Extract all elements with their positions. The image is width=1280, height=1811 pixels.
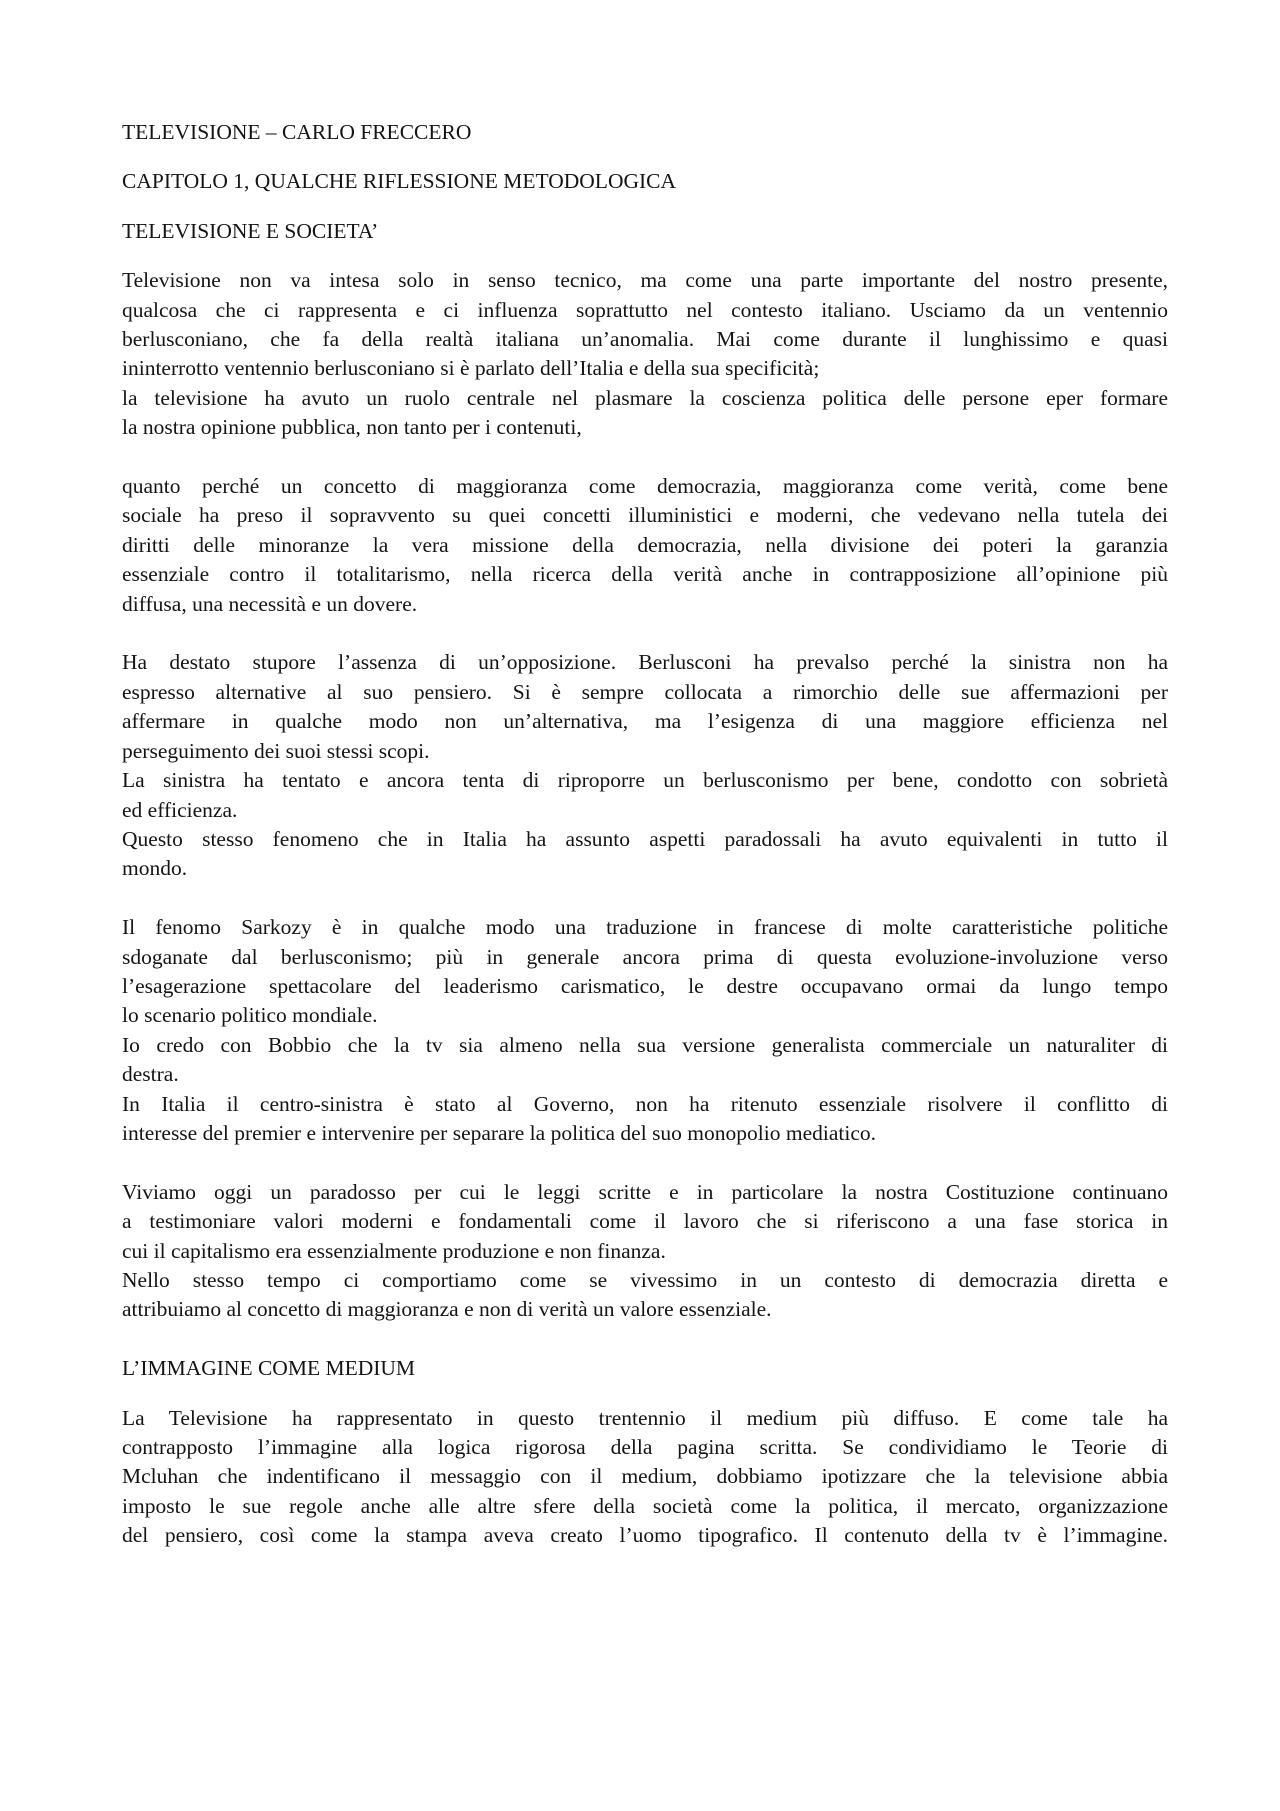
text-line: Il fenomo Sarkozy è in qualche modo una traduzione in francese di molte caratteristiche politiche xyxy=(122,915,1168,940)
text-line: imposto le sue regole anche alle altre sfere della società come la politica, il mercato, organizzazione xyxy=(122,1493,1168,1518)
text-line: destra. xyxy=(122,1062,179,1087)
paragraph xyxy=(122,1404,1168,1551)
paragraph xyxy=(122,1178,1168,1325)
text-line: diritti delle minoranze la vera missione della democrazia, nella divisione dei poteri la garanzia xyxy=(122,532,1168,557)
text-line: contrapposto l’immagine alla logica rigorosa della pagina scritta. Se condividiamo le Teorie di xyxy=(122,1434,1168,1459)
text-line: In Italia il centro-sinistra è stato al Governo, non ha ritenuto essenziale risolvere il conflitto di xyxy=(122,1091,1168,1116)
text-line: lo scenario politico mondiale. xyxy=(122,1003,378,1028)
text-line: Nello stesso tempo ci comportiamo come se vivessimo in un contesto di democrazia diretta e xyxy=(122,1267,1168,1292)
text-line: la televisione ha avuto un ruolo centrale nel plasmare la coscienza politica delle persone eper formare xyxy=(122,385,1168,410)
text-line: mondo. xyxy=(122,856,188,881)
text-line: Viviamo oggi un paradosso per cui le leggi scritte e in particolare la nostra Costituzione continuano xyxy=(122,1179,1168,1204)
text-line: Mcluhan che indentificano il messaggio con il medium, dobbiamo ipotizzare che la televisione abbia xyxy=(122,1464,1168,1489)
paragraph xyxy=(122,472,1168,619)
section-heading-immagine-come-medium: L’IMMAGINE COME MEDIUM xyxy=(122,1356,416,1381)
text-line: quanto perché un concetto di maggioranza come democrazia, maggioranza come verità, come bene xyxy=(122,474,1168,499)
text-line: attribuiamo al concetto di maggioranza e non di verità un valore essenziale. xyxy=(122,1297,772,1322)
text-line: espresso alternative al suo pensiero. Si è sempre collocata a rimorchio delle sue affermazioni per xyxy=(122,679,1168,704)
text-line: interesse del premier e intervenire per separare la politica del suo monopolio mediatico. xyxy=(122,1120,877,1145)
text-line: l’esagerazione spettacolare del leaderismo carismatico, le destre occupavano ormai da lungo tempo xyxy=(122,973,1168,998)
text-line: affermare in qualche modo non un’alternativa, ma l’esigenza di una maggiore efficienza nel xyxy=(122,709,1168,734)
text-line: sociale ha preso il sopravvento su quei concetti illuministici e moderni, che vedevano nella tutela dei xyxy=(122,503,1168,528)
chapter-heading: CAPITOLO 1, QUALCHE RIFLESSIONE METODOLOGICA xyxy=(122,169,677,194)
text-line: perseguimento dei suoi stessi scopi. xyxy=(122,738,430,763)
text-line: del pensiero, così come la stampa aveva creato l’uomo tipografico. Il contenuto della tv è l’immagine. xyxy=(122,1523,1168,1548)
text-line: Questo stesso fenomeno che in Italia ha assunto aspetti paradossali ha avuto equivalenti in tutto il xyxy=(122,826,1168,851)
document-title: TELEVISIONE – CARLO FRECCERO xyxy=(122,120,472,144)
text-line: Ha destato stupore l’assenza di un’opposizione. Berlusconi ha prevalso perché la sinistra non ha xyxy=(122,650,1168,675)
paragraph xyxy=(122,913,1168,1148)
text-line: La sinistra ha tentato e ancora tenta di riproporre un berlusconismo per bene, condotto con sobrietà xyxy=(122,768,1168,793)
text-line: la nostra opinione pubblica, non tanto per i contenuti, xyxy=(122,415,582,440)
text-line: ed efficienza. xyxy=(122,797,238,822)
text-line: diffusa, una necessità e un dovere. xyxy=(122,591,418,616)
text-line: sdoganate dal berlusconismo; più in generale ancora prima di questa evoluzione-involuzione verso xyxy=(122,944,1168,969)
text-line: Io credo con Bobbio che la tv sia almeno nella sua versione generalista commerciale un naturaliter di xyxy=(122,1032,1168,1057)
document-body xyxy=(122,118,1168,1580)
section-body-televisione-e-societa xyxy=(122,266,1168,1325)
text-line: La Televisione ha rappresentato in questo trentennio il medium più diffuso. E come tale ha xyxy=(122,1405,1168,1430)
text-line: berlusconiano, che fa della realtà italiana un’anomalia. Mai come durante il lunghissimo e quasi xyxy=(122,327,1168,352)
paragraph xyxy=(122,266,1168,442)
text-line: a testimoniare valori moderni e fondamentali come il lavoro che si riferiscono a una fase storica in xyxy=(122,1209,1168,1234)
section-body-immagine-come-medium xyxy=(122,1404,1168,1551)
text-line: essenziale contro il totalitarismo, nella ricerca della verità anche in contrapposizione all’opinione più xyxy=(122,562,1168,587)
paragraph xyxy=(122,648,1168,883)
text-line: ininterrotto ventennio berlusconiano si è parlato dell’Italia e della sua specificità; xyxy=(122,356,820,381)
section-heading-televisione-e-societa: TELEVISIONE E SOCIETA’ xyxy=(122,218,379,243)
text-line: Televisione non va intesa solo in senso tecnico, ma come una parte importante del nostro presente, xyxy=(122,268,1168,293)
text-line: qualcosa che ci rappresenta e ci influenza soprattutto nel contesto italiano. Usciamo da un ventennio xyxy=(122,297,1168,322)
text-line: cui il capitalismo era essenzialmente produzione e non finanza. xyxy=(122,1238,666,1263)
